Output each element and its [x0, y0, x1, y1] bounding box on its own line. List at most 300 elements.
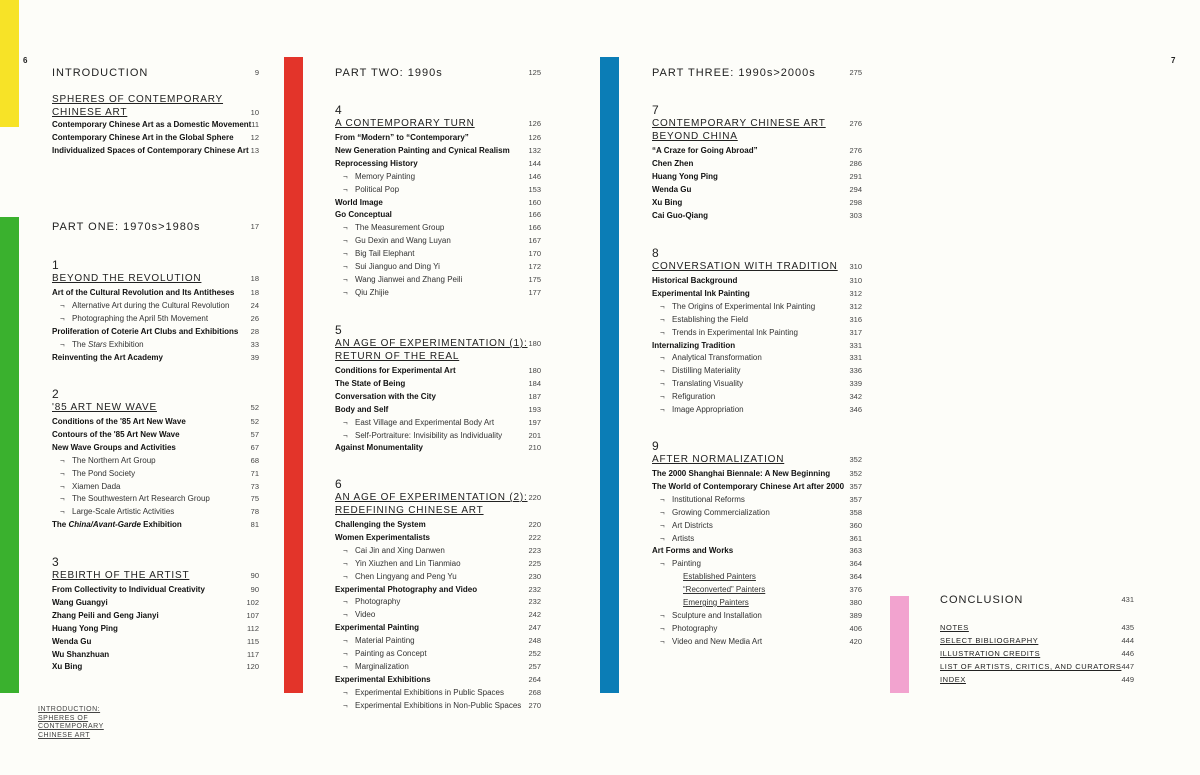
part-two-heading[interactable]: PART TWO: 1990s 125: [335, 67, 541, 79]
green-bar: [0, 217, 19, 693]
yellow-bar: [0, 0, 19, 127]
toc-entry-page: 223: [528, 545, 541, 555]
toc-entry-title: ¬ Wang Jianwei and Zhang Peili: [343, 274, 463, 284]
toc-entry-title: The China/Avant-Garde Exhibition: [52, 520, 182, 530]
toc-entry[interactable]: [652, 183, 862, 196]
toc-entry-page: 449: [1121, 674, 1134, 684]
toc-entry[interactable]: [335, 583, 541, 596]
toc-entry-page: 26: [250, 313, 259, 323]
toc-entry-page: 312: [849, 301, 862, 311]
toc-entry-page: 12: [250, 133, 259, 142]
toc-entry[interactable]: [52, 428, 259, 441]
toc-entry-title: ¬ East Village and Experimental Body Art: [343, 417, 495, 427]
toc-entry-title: Emerging Painters: [683, 598, 749, 607]
toc-entry[interactable]: [335, 286, 541, 299]
subentry-marker-icon: ¬: [660, 533, 665, 543]
toc-entry[interactable]: [335, 403, 541, 416]
toc-entry[interactable]: [652, 583, 862, 596]
toc-entry-page: 197: [528, 417, 541, 427]
back-matter-link[interactable]: [940, 660, 1134, 673]
subentry-marker-icon: ¬: [343, 571, 348, 581]
toc-entry[interactable]: [52, 118, 259, 131]
toc-entry-page: 303: [849, 210, 862, 220]
toc-entry[interactable]: [52, 454, 259, 467]
toc-entry[interactable]: [335, 570, 541, 583]
subentry-marker-icon: ¬: [660, 379, 665, 389]
toc-entry[interactable]: [652, 287, 862, 300]
toc-entry-title: From “Modern” to “Contemporary”: [335, 133, 469, 142]
chapter-number: 1: [52, 258, 59, 272]
subentry-marker-icon: ¬: [660, 301, 665, 311]
chapter-page: 180: [528, 339, 541, 348]
toc-entry-title: ¬ Big Tail Elephant: [343, 249, 415, 259]
toc-entry-page: 172: [528, 262, 541, 271]
toc-entry[interactable]: [52, 505, 259, 518]
toc-entry-page: 222: [528, 532, 541, 542]
toc-entry[interactable]: [652, 609, 862, 622]
back-matter-link[interactable]: [940, 673, 1134, 686]
toc-entry[interactable]: [652, 390, 862, 403]
toc-entry[interactable]: [652, 635, 862, 648]
toc-entry-title: ¬ Art Districts: [660, 520, 713, 530]
toc-entry-page: 210: [528, 443, 541, 453]
toc-entry-page: 187: [528, 391, 541, 401]
toc-entry-page: 331: [849, 340, 862, 350]
toc-entry-page: 268: [528, 687, 541, 697]
toc-entry-title: ¬ Photographing the April 5th Movement: [60, 313, 209, 323]
toc-entry[interactable]: [335, 647, 541, 660]
toc-entry-title: Women Experimentalists: [335, 532, 430, 542]
toc-entry[interactable]: [652, 622, 862, 635]
toc-entry-page: 270: [528, 700, 541, 710]
toc-entry-page: 177: [528, 287, 541, 297]
page-number-left: 6: [23, 56, 28, 65]
toc-entry[interactable]: [52, 635, 259, 648]
toc-entry[interactable]: [335, 157, 541, 170]
subentry-marker-icon: ¬: [60, 481, 65, 491]
toc-entry[interactable]: [52, 286, 259, 299]
toc-entry[interactable]: [52, 622, 259, 635]
toc-entry-title: ¬ Material Painting: [343, 636, 415, 646]
chapter-title[interactable]: BEYOND THE REVOLUTION 18: [52, 273, 259, 284]
toc-entry-title: ¬ Self-Portraiture: Invisibility as Individuality: [343, 430, 503, 440]
toc-entry-page: 252: [528, 649, 541, 658]
toc-entry-page: 11: [251, 120, 259, 129]
toc-entry-title: ¬ Memory Painting: [343, 171, 416, 181]
red-bar: [284, 57, 303, 693]
toc-entry-page: 180: [528, 366, 541, 375]
toc-entry[interactable]: [52, 351, 259, 364]
toc-entry-title: The 2000 Shanghai Biennale: A New Beginning: [652, 469, 831, 478]
toc-entry[interactable]: [52, 299, 259, 312]
toc-entry-page: 126: [528, 133, 541, 142]
subentry-marker-icon: ¬: [343, 636, 348, 646]
subentry-marker-icon: ¬: [660, 636, 665, 646]
subentry-marker-icon: ¬: [343, 262, 348, 271]
toc-entry[interactable]: [52, 660, 259, 673]
toc-entry[interactable]: [335, 699, 541, 712]
toc-entry-page: 81: [250, 520, 259, 530]
toc-entry-title: Cai Guo-Qiang: [652, 210, 708, 220]
subentry-marker-icon: ¬: [343, 236, 348, 246]
toc-entry[interactable]: [52, 338, 259, 351]
toc-entry-title: Internalizing Tradition: [652, 340, 736, 350]
toc-entry[interactable]: [52, 648, 259, 661]
toc-entry-title: Reprocessing History: [335, 158, 418, 168]
toc-entry[interactable]: [335, 621, 541, 634]
toc-entry[interactable]: [335, 131, 541, 144]
toc-entry-page: 380: [849, 598, 862, 607]
toc-entry[interactable]: [652, 157, 862, 170]
toc-entry[interactable]: [52, 492, 259, 505]
chapter-number: 6: [335, 477, 342, 491]
toc-entry-page: 52: [250, 417, 259, 426]
toc-entry-page: 73: [250, 481, 259, 491]
toc-entry[interactable]: [652, 480, 862, 493]
toc-entry[interactable]: [52, 325, 259, 338]
toc-entry[interactable]: [652, 506, 862, 519]
back-matter-link[interactable]: [940, 621, 1134, 634]
toc-entry[interactable]: [52, 480, 259, 493]
toc-entry[interactable]: [652, 557, 862, 570]
toc-entry[interactable]: [652, 519, 862, 532]
toc-entry-title: ¬ Video and New Media Art: [660, 636, 763, 646]
toc-entry[interactable]: [652, 544, 862, 557]
toc-entry-title: ¬ Marginalization: [343, 661, 409, 671]
toc-entry[interactable]: [652, 467, 862, 480]
subentry-marker-icon: ¬: [660, 610, 665, 620]
toc-entry-page: 357: [849, 481, 862, 491]
intro-heading[interactable]: INTRODUCTION 9: [52, 67, 259, 79]
toc-entry[interactable]: [335, 260, 541, 273]
toc-entry[interactable]: [335, 518, 541, 531]
toc-entry-page: 317: [849, 327, 862, 337]
toc-entry-title: ¬ The Pond Society: [60, 468, 136, 478]
toc-entry[interactable]: [335, 531, 541, 544]
chapter-number: 7: [652, 103, 659, 117]
toc-entry[interactable]: [652, 326, 862, 339]
toc-entry[interactable]: [335, 660, 541, 673]
subentry-marker-icon: ¬: [660, 353, 665, 363]
toc-entry-page: 376: [849, 585, 862, 595]
toc-entry-title: Art of the Cultural Revolution and Its Antitheses: [52, 288, 235, 297]
running-footer: INTRODUCTION: SPHERES OF CONTEMPORARY CHINESE ART: [38, 706, 104, 739]
toc-entry-title: Contours of the '85 Art New Wave: [52, 429, 180, 439]
toc-entry-page: 361: [849, 533, 862, 543]
toc-entry-title: “A Craze for Going Abroad”: [652, 146, 758, 155]
toc-entry-page: 115: [247, 636, 259, 646]
toc-entry[interactable]: [335, 429, 541, 442]
toc-entry[interactable]: [335, 416, 541, 429]
chapter-title[interactable]: AFTER NORMALIZATION 352: [652, 454, 862, 465]
subentry-marker-icon: ¬: [343, 597, 348, 607]
toc-entry-page: 18: [250, 288, 259, 297]
toc-entry[interactable]: [52, 518, 259, 531]
toc-entry[interactable]: [335, 170, 541, 183]
toc-entry-page: 352: [849, 469, 862, 478]
toc-entry[interactable]: [52, 441, 259, 454]
toc-entry-title: Experimental Photography and Video: [335, 584, 478, 594]
toc-entry[interactable]: [52, 131, 259, 144]
toc-entry-title: ¬ Xiamen Dada: [60, 481, 121, 491]
toc-entry[interactable]: [335, 595, 541, 608]
toc-entry[interactable]: [335, 234, 541, 247]
toc-entry-page: 184: [528, 378, 541, 388]
back-matter-link[interactable]: [940, 634, 1134, 647]
toc-entry-title: Against Monumentality: [335, 443, 424, 453]
toc-entry-title: ¬ Experimental Exhibitions in Non-Public Spaces: [343, 700, 522, 710]
toc-entry-page: 132: [528, 145, 541, 155]
toc-entry[interactable]: [335, 364, 541, 377]
toc-entry-page: 33: [250, 339, 259, 349]
part-one-heading[interactable]: PART ONE: 1970s>1980s 17: [52, 221, 259, 233]
subentry-marker-icon: ¬: [343, 700, 348, 710]
toc-entry[interactable]: [335, 673, 541, 686]
toc-entry-page: 120: [246, 662, 259, 672]
column-1: [52, 0, 259, 775]
toc-entry-title: Wang Guangyi: [52, 597, 108, 607]
chapter-number: 4: [335, 103, 342, 117]
toc-entry-title: ¬ Refiguration: [660, 392, 716, 402]
toc-entry[interactable]: [652, 339, 862, 352]
toc-entry-title: ¬ The Southwestern Art Research Group: [60, 494, 210, 504]
toc-entry-page: 67: [250, 442, 259, 452]
toc-entry-page: 406: [849, 623, 862, 633]
blue-bar: [600, 57, 619, 693]
chapter-title[interactable]: CONTEMPORARY CHINESE ART BEYOND CHINA 276: [652, 118, 862, 142]
toc-entry-title: ¬ The Measurement Group: [343, 223, 445, 233]
toc-entry-title: ¬ Experimental Exhibitions in Public Spaces: [343, 687, 504, 697]
toc-entry-title: New Wave Groups and Activities: [52, 442, 176, 452]
toc-entry-page: 75: [250, 494, 259, 504]
toc-entry-page: 166: [528, 210, 541, 220]
toc-entry[interactable]: [652, 493, 862, 506]
subentry-marker-icon: ¬: [343, 417, 348, 427]
toc-entry[interactable]: [335, 544, 541, 557]
toc-entry-title: Experimental Ink Painting: [652, 288, 750, 298]
toc-entry-title: ILLUSTRATION CREDITS: [940, 648, 1041, 658]
toc-entry[interactable]: [652, 209, 862, 222]
toc-entry-page: 247: [528, 623, 541, 633]
toc-entry-title: ¬ Establishing the Field: [660, 314, 749, 324]
toc-entry-title: ¬ Political Pop: [343, 184, 400, 194]
toc-entry-page: 232: [528, 584, 541, 594]
toc-entry-title: ¬ Painting as Concept: [343, 649, 427, 658]
toc-entry-title: ¬ Growing Commercialization: [660, 507, 770, 517]
toc-entry-title: ¬ Gu Dexin and Wang Luyan: [343, 236, 451, 246]
toc-entry-title: ¬ Chen Lingyang and Peng Yu: [343, 571, 457, 581]
toc-entry-page: 28: [250, 326, 259, 336]
toc-entry[interactable]: [335, 634, 541, 647]
toc-entry[interactable]: [52, 415, 259, 428]
toc-entry[interactable]: [652, 364, 862, 377]
subentry-marker-icon: ¬: [343, 545, 348, 555]
conclusion-heading[interactable]: CONCLUSION 431: [940, 594, 1134, 606]
chapter-number: 2: [52, 387, 59, 401]
toc-entry-page: 339: [849, 379, 862, 389]
toc-entry[interactable]: [335, 273, 541, 286]
toc-entry-title: Conditions of the '85 Art New Wave: [52, 417, 186, 426]
toc-entry-page: 107: [246, 610, 259, 620]
toc-entry-page: 112: [247, 623, 259, 633]
toc-entry-title: ¬ Artists: [660, 533, 695, 543]
toc-entry[interactable]: [335, 144, 541, 157]
chapter-page: 310: [849, 262, 862, 271]
toc-entry-page: 39: [250, 352, 259, 362]
toc-entry-page: 364: [849, 559, 862, 569]
chapter-number: 5: [335, 323, 342, 337]
toc-entry-title: ¬ Photography: [343, 597, 401, 607]
toc-entry-title: LIST OF ARTISTS, CRITICS, AND CURATORS: [940, 661, 1122, 671]
toc-entry-page: 447: [1121, 661, 1134, 671]
toc-entry-title: ¬ Translating Visuality: [660, 379, 744, 389]
toc-entry-title: ¬ The Stars Exhibition: [60, 339, 144, 349]
subentry-marker-icon: ¬: [660, 494, 665, 504]
toc-entry-title: Go Conceptual: [335, 210, 392, 220]
subentry-marker-icon: ¬: [660, 405, 665, 414]
chapter-page: 352: [849, 455, 862, 464]
toc-entry[interactable]: [335, 208, 541, 221]
toc-entry-page: 346: [849, 405, 862, 414]
chapter-number: 9: [652, 439, 659, 453]
subentry-marker-icon: ¬: [343, 274, 348, 284]
part-three-heading[interactable]: PART THREE: 1990s>2000s 275: [652, 67, 862, 79]
toc-entry-page: 24: [250, 300, 259, 310]
toc-entry[interactable]: [652, 274, 862, 287]
toc-entry[interactable]: [335, 377, 541, 390]
toc-entry[interactable]: [335, 390, 541, 403]
subentry-marker-icon: ¬: [60, 507, 65, 517]
toc-entry[interactable]: [52, 144, 259, 157]
toc-entry-page: 102: [246, 597, 259, 607]
subentry-marker-icon: ¬: [60, 468, 65, 478]
back-matter-link[interactable]: [940, 647, 1134, 660]
subentry-marker-icon: ¬: [660, 327, 665, 337]
subentry-marker-icon: ¬: [343, 287, 348, 297]
chapter-page: 220: [528, 493, 541, 502]
toc-entry[interactable]: [652, 313, 862, 326]
toc-entry-title: ¬ Cai Jin and Xing Danwen: [343, 545, 445, 555]
toc-entry-title: Art Forms and Works: [652, 546, 734, 556]
toc-entry-page: 144: [528, 158, 541, 168]
toc-entry[interactable]: [652, 144, 862, 157]
chapter-page: 126: [528, 119, 541, 128]
toc-entry-page: 153: [528, 184, 541, 194]
subentry-marker-icon: ¬: [343, 687, 348, 697]
toc-entry-page: 166: [528, 223, 541, 233]
toc-entry[interactable]: [335, 608, 541, 621]
toc-entry[interactable]: [335, 196, 541, 209]
toc-entry[interactable]: [652, 351, 862, 364]
subentry-marker-icon: ¬: [660, 507, 665, 517]
chapter-page: 18: [250, 274, 259, 283]
toc-entry[interactable]: [652, 570, 862, 583]
toc-entry-page: 146: [528, 171, 541, 181]
toc-entry[interactable]: [652, 300, 862, 313]
subentry-marker-icon: ¬: [343, 558, 348, 568]
toc-entry-page: 242: [528, 610, 541, 620]
toc-entry[interactable]: [335, 686, 541, 699]
toc-entry-title: ¬ Image Appropriation: [660, 405, 744, 414]
toc-entry[interactable]: [52, 467, 259, 480]
toc-entry-page: 310: [849, 276, 862, 285]
toc-entry[interactable]: [52, 609, 259, 622]
toc-entry[interactable]: [652, 532, 862, 545]
column-2: [335, 0, 541, 775]
chapter-number: 8: [652, 246, 659, 260]
toc-entry-page: 201: [528, 430, 541, 440]
subentry-marker-icon: ¬: [343, 184, 348, 194]
toc-entry-title: ¬ Large-Scale Artistic Activities: [60, 507, 175, 517]
pink-bar: [890, 596, 909, 693]
chapter-title[interactable]: CONVERSATION WITH TRADITION 310: [652, 261, 862, 272]
toc-entry-page: 389: [849, 610, 862, 620]
toc-entry-title: ¬ Photography: [660, 623, 718, 633]
toc-entry-page: 446: [1121, 648, 1134, 658]
chapter-title[interactable]: AN AGE OF EXPERIMENTATION (2): REDEFINING CHINESE ART 220: [335, 492, 541, 516]
subentry-marker-icon: ¬: [60, 300, 65, 310]
toc-entry-page: 358: [849, 507, 862, 517]
toc-entry-title: From Collectivity to Individual Creativity: [52, 585, 205, 594]
subentry-marker-icon: ¬: [343, 430, 348, 440]
chapter-title[interactable]: REBIRTH OF THE ARTIST 90: [52, 570, 259, 581]
toc-entry[interactable]: [335, 441, 541, 454]
toc-entry-page: 363: [849, 546, 862, 556]
toc-entry-title: ¬ Trends in Experimental Ink Painting: [660, 327, 798, 337]
toc-entry-page: 68: [250, 455, 259, 465]
toc-entry[interactable]: [652, 596, 862, 609]
toc-entry-title: The World of Contemporary Chinese Art after 2000: [652, 481, 845, 491]
toc-entry-page: 230: [528, 571, 541, 581]
toc-entry[interactable]: [335, 247, 541, 260]
toc-entry-title: SELECT BIBLIOGRAPHY: [940, 635, 1039, 645]
chapter-title[interactable]: A CONTEMPORARY TURN 126: [335, 118, 541, 129]
toc-entry[interactable]: [652, 196, 862, 209]
toc-entry-title: ¬ The Origins of Experimental Ink Painting: [660, 301, 816, 311]
chapter-title[interactable]: '85 ART NEW WAVE 52: [52, 402, 259, 413]
toc-entry[interactable]: [52, 596, 259, 609]
toc-entry[interactable]: [652, 170, 862, 183]
toc-entry-page: 298: [849, 197, 862, 207]
toc-entry[interactable]: [652, 403, 862, 416]
toc-entry-page: 331: [849, 353, 862, 363]
toc-entry-title: INDEX: [940, 674, 966, 684]
intro-chapter-title[interactable]: SPHERES OF CONTEMPORARY CHINESE ART 10: [52, 94, 259, 118]
toc-entry[interactable]: [335, 557, 541, 570]
subentry-marker-icon: ¬: [660, 366, 665, 376]
toc-entry[interactable]: [652, 377, 862, 390]
toc-entry-title: ¬ Painting: [660, 559, 701, 569]
chapter-page: 90: [250, 571, 259, 580]
toc-entry-title: Chen Zhen: [652, 158, 694, 168]
toc-entry-title: ¬ Institutional Reforms: [660, 494, 745, 504]
toc-entry-title: Reinventing the Art Academy: [52, 352, 163, 362]
toc-entry-title: Established Painters: [683, 572, 756, 582]
toc-entry-page: 316: [849, 314, 862, 324]
toc-entry[interactable]: [52, 583, 259, 596]
toc-entry-page: 336: [849, 366, 862, 376]
toc-entry-title: Xu Bing: [652, 197, 683, 207]
toc-entry-page: 444: [1121, 635, 1134, 645]
toc-entry-title: Proliferation of Coterie Art Clubs and Exhibitions: [52, 326, 239, 336]
toc-entry-title: Experimental Painting: [335, 623, 420, 633]
toc-entry[interactable]: [335, 183, 541, 196]
toc-entry-title: Wenda Gu: [52, 636, 92, 646]
chapter-title[interactable]: AN AGE OF EXPERIMENTATION (1): RETURN OF THE REAL 180: [335, 338, 541, 362]
toc-entry-page: 342: [849, 392, 862, 402]
toc-entry[interactable]: [52, 312, 259, 325]
toc-entry[interactable]: [335, 221, 541, 234]
